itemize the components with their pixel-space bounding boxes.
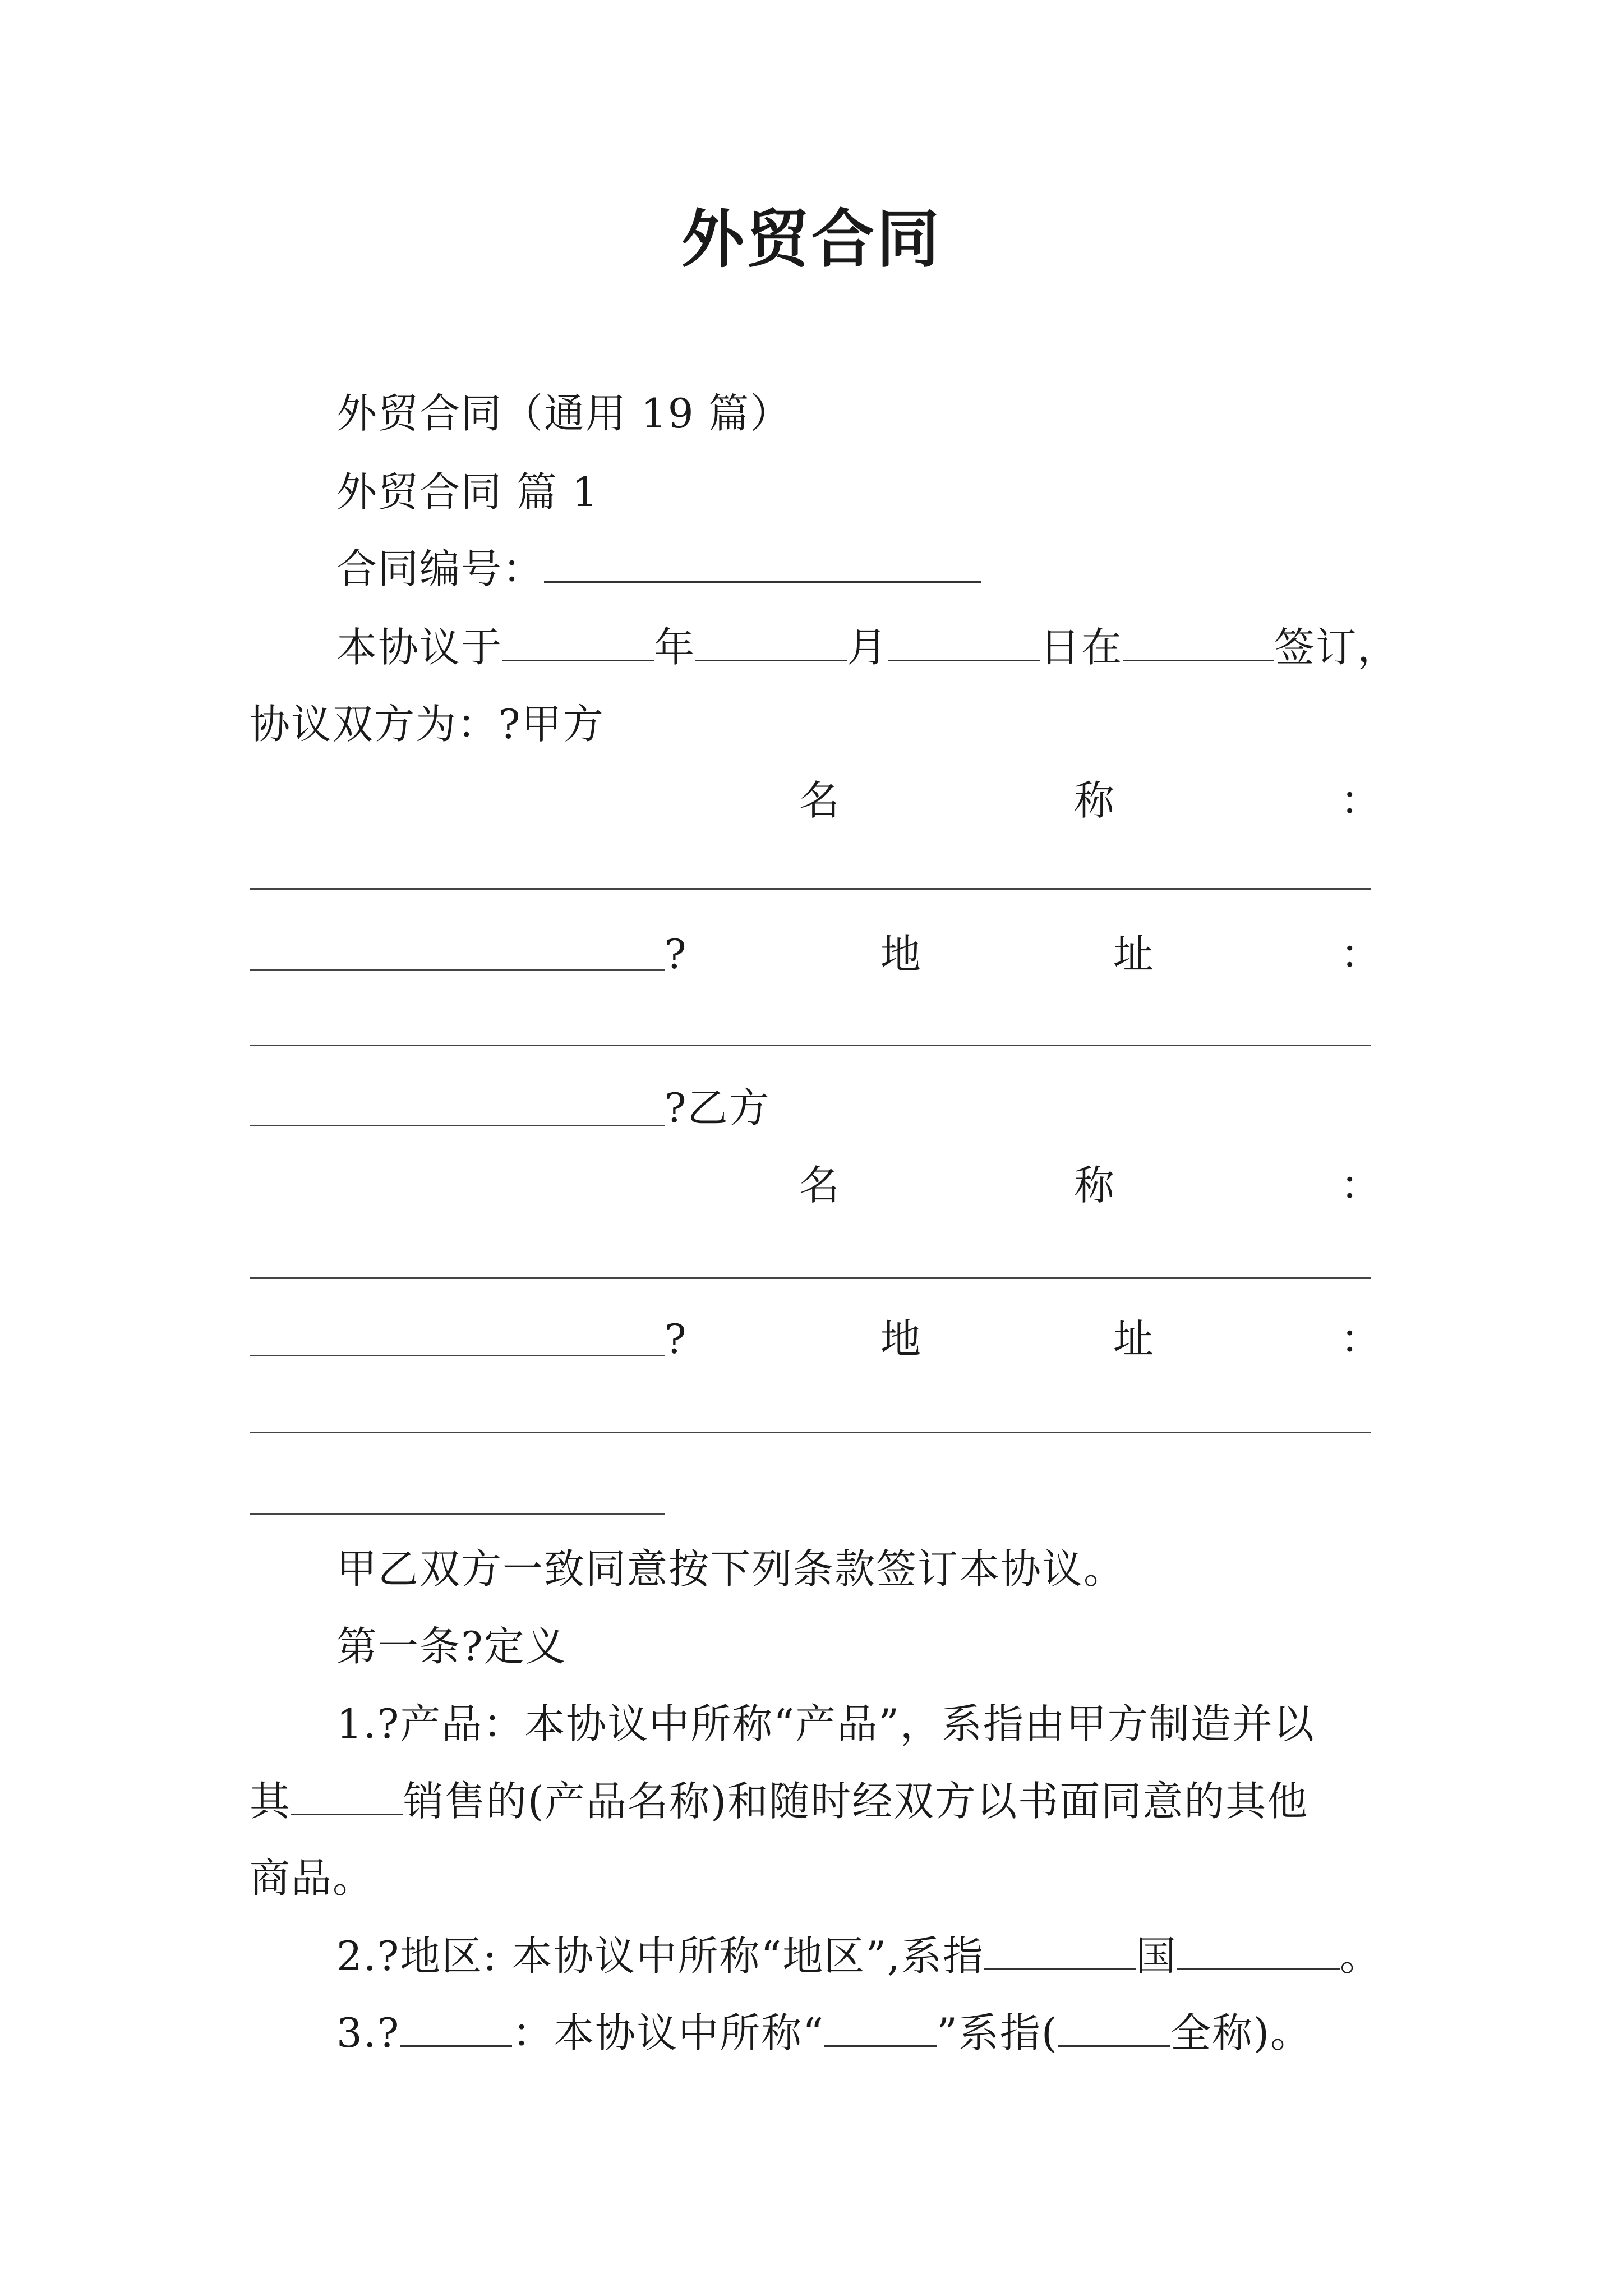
definition-1-blank[interactable]	[291, 1775, 403, 1815]
party-b-address-colon: ：	[1340, 1315, 1381, 1363]
definition-3-blank-1[interactable]	[400, 2007, 512, 2047]
definition-1-line-3: 商品。	[250, 1855, 375, 1902]
article-1-heading: 第一条?定义	[336, 1623, 567, 1670]
party-b-name-blank-cont[interactable]	[250, 1355, 665, 1356]
definition-1-suffix: 销售的(产品名称)和随时经双方以书面同意的其他	[403, 1778, 1309, 1825]
definition-1-line-2	[250, 1775, 1308, 1826]
party-a-name-blank-cont[interactable]	[250, 969, 665, 971]
definition-3-line	[336, 2007, 1312, 2058]
party-a-address-char-1: 地	[880, 931, 921, 978]
party-b-address-blank[interactable]	[250, 1432, 1371, 1433]
definition-1-prefix: 其	[250, 1778, 292, 1825]
contract-number-row	[336, 543, 981, 594]
party-b-address-q: ?	[665, 1315, 686, 1363]
year-label: 年	[654, 624, 696, 671]
definition-3-prefix: 3.?	[336, 2009, 400, 2056]
place-blank[interactable]	[1123, 622, 1274, 661]
contract-number-label: 合同编号：	[336, 545, 545, 592]
definition-3-blank-2[interactable]	[824, 2007, 937, 2047]
definition-2-end: 。	[1339, 1932, 1381, 1980]
party-b-address-char-2: 址	[1113, 1315, 1154, 1363]
party-b-address-blank-cont[interactable]	[250, 1513, 665, 1515]
party-b-address-char-1: 地	[880, 1315, 921, 1363]
day-at-label: 日在	[1040, 624, 1123, 671]
subtitle: 外贸合同（通用 19 篇）	[336, 390, 792, 437]
contract-number-blank[interactable]	[544, 543, 981, 583]
party-b-name-char-1: 名	[799, 1162, 840, 1209]
definition-3-quote-end: ”系指(	[937, 2009, 1059, 2056]
agreement-prefix: 本协议于	[336, 624, 503, 671]
definition-2-blank-2[interactable]	[1177, 1930, 1340, 1970]
definition-3-mid: ：本协议中所称“	[512, 2009, 825, 2056]
signed-label: 签订，	[1274, 624, 1399, 671]
month-label: 月	[847, 624, 889, 671]
party-b-label: ?乙方	[665, 1084, 771, 1131]
definition-2-line	[336, 1930, 1381, 1981]
definition-3-end: 全称)。	[1170, 2009, 1312, 2056]
consensus-line: 甲乙双方一致同意按下列条款签订本协议。	[336, 1545, 1126, 1593]
party-a-name-blank[interactable]	[250, 888, 1371, 890]
party-a-address-blank[interactable]	[250, 1045, 1371, 1046]
definition-3-blank-3[interactable]	[1058, 2007, 1170, 2047]
section-heading: 外贸合同 篇 1	[336, 468, 599, 516]
party-a-address-char-2: 址	[1113, 931, 1154, 978]
agreement-date-row	[336, 622, 1399, 673]
day-blank[interactable]	[888, 622, 1040, 661]
definition-2-prefix: 2.?地区: 本协议中所称“地区”,系指	[336, 1932, 984, 1980]
party-a-name-char-2: 称	[1074, 777, 1115, 824]
definition-2-country: 国	[1135, 1932, 1177, 1980]
party-b-name-blank[interactable]	[250, 1277, 1371, 1279]
party-b-name-colon: ：	[1340, 1162, 1381, 1209]
party-a-name-colon: ：	[1340, 777, 1381, 824]
page-title: 外贸合同	[681, 203, 942, 276]
party-a-address-colon: ：	[1340, 931, 1381, 978]
party-b-name-char-2: 称	[1074, 1162, 1115, 1209]
party-a-address-blank-cont[interactable]	[250, 1125, 665, 1126]
definition-1-line-1: 1.?产品：本协议中所称“产品”，系指由甲方制造并以	[336, 1700, 1315, 1747]
party-a-address-q: ?	[665, 931, 686, 978]
parties-line: 协议双方为：?甲方	[250, 701, 605, 748]
party-a-name-char-1: 名	[799, 777, 840, 824]
year-blank[interactable]	[502, 622, 654, 661]
definition-2-blank-1[interactable]	[984, 1930, 1136, 1970]
month-blank[interactable]	[695, 622, 847, 661]
